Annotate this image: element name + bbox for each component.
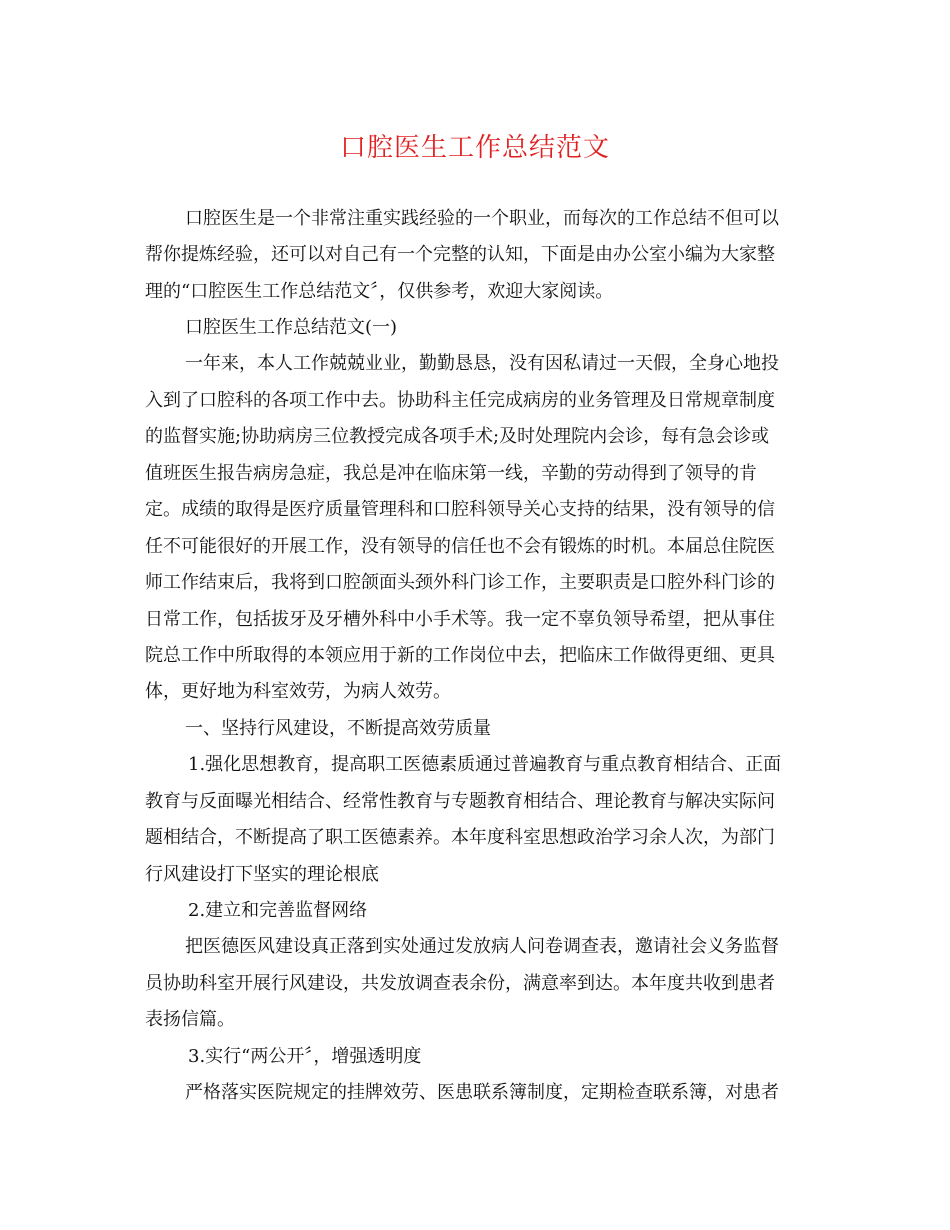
subsection-heading: 2.建立和完善监督网络 (188, 900, 368, 921)
section-heading: 一、坚持行风建设，不断提高效劳质量 (185, 718, 491, 739)
paragraph-line: 严格落实医院规定的挂牌效劳、医患联系簿制度，定期检查联系簿，对患者 (185, 1082, 779, 1103)
paragraph-line: 教育与反面曝光相结合、经常性教育与专题教育相结合、理论教育与解决实际问 (145, 791, 775, 812)
paragraph-line: 日常工作，包括拔牙及牙槽外科中小手术等。我一定不辜负领导希望，把从事住 (145, 609, 775, 630)
subsection-heading: 3.实行“两公开〞，增强透明度 (188, 1046, 422, 1067)
paragraph-line: 口腔医生是一个非常注重实践经验的一个职业，而每次的工作总结不但可以 (185, 208, 779, 229)
paragraph-line: 1.强化思想教育，提高职工医德素质通过普遍教育与重点教育相结合、正面 (188, 754, 782, 775)
paragraph-line: 把医德医风建设真正落到实处通过发放病人问卷调查表，邀请社会义务监督 (185, 936, 779, 957)
paragraph-line: 值班医生报告病房急症，我总是冲在临床第一线，辛勤的劳动得到了领导的肯 (145, 463, 757, 484)
paragraph-line: 院总工作中所取得的本领应用于新的工作岗位中去，把临床工作做得更细、更具 (145, 645, 775, 666)
section-heading: 口腔医生工作总结范文(一) (185, 317, 398, 338)
paragraph-line: 一年来，本人工作兢兢业业，勤勤恳恳，没有因私请过一天假，全身心地投 (185, 353, 779, 374)
paragraph-line: 行风建设打下坚实的理论根底 (145, 864, 379, 885)
paragraph-line: 员协助科室开展行风建设，共发放调查表余份，满意率到达。本年度共收到患者 (145, 973, 775, 994)
paragraph-line: 体，更好地为科室效劳，为病人效劳。 (145, 681, 451, 702)
paragraph-line: 定。成绩的取得是医疗质量管理科和口腔科领导关心支持的结果，没有领导的信 (145, 499, 775, 520)
paragraph-line: 表扬信篇。 (145, 1009, 235, 1030)
paragraph-line: 入到了口腔科的各项工作中去。协助科主任完成病房的业务管理及日常规章制度 (145, 390, 775, 411)
document-title: 口腔医生工作总结范文 (339, 133, 610, 163)
paragraph-line: 理的“口腔医生工作总结范文〞，仅供参考，欢迎大家阅读。 (145, 281, 614, 302)
paragraph-line: 的监督实施;协助病房三位教授完成各项手术;及时处理院内会诊，每有急会诊或 (145, 426, 770, 447)
paragraph-line: 帮你提炼经验，还可以对自己有一个完整的认知，下面是由办公室小编为大家整 (145, 244, 775, 265)
paragraph-line: 题相结合，不断提高了职工医德素养。本年度科室思想政治学习余人次，为部门 (145, 827, 775, 848)
paragraph-line: 任不可能很好的开展工作，没有领导的信任也不会有锻炼的时机。本届总住院医 (145, 536, 775, 557)
paragraph-line: 师工作结束后，我将到口腔颌面头颈外科门诊工作，主要职责是口腔外科门诊的 (145, 572, 775, 593)
